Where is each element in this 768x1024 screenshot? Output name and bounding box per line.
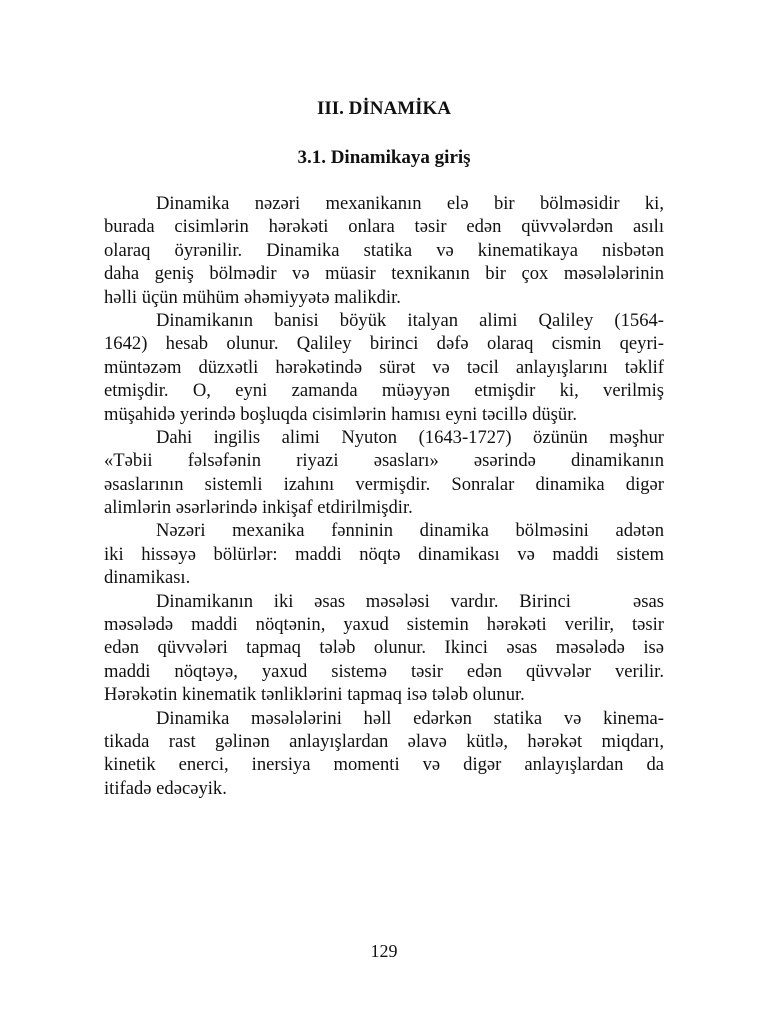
body-text — [104, 192, 664, 800]
text-line: məsələdə maddi nöqtənin, yaxud sistemin hərəkəti verilir, təsir — [104, 614, 664, 636]
text-line: əsaslarının sistemli izahını vermişdir. Sonralar dinamika digər — [104, 473, 664, 495]
text-line: maddi nöqtəyə, yaxud sistemə təsir edən qüvvələr verilir. — [104, 660, 664, 682]
text-line: müşahidə yerində boşluqda cisimlərin hamısı eyni təcillə düşür. — [104, 403, 578, 425]
text-line: itifadə edəcəyik. — [104, 777, 227, 799]
text-line: iki hissəyə bölürlər: maddi nöqtə dinamikası və maddi sistem — [104, 543, 664, 565]
text-line: edən qüvvələri tapmaq tələb olunur. Ikinci əsas məsələdə isə — [104, 637, 664, 659]
text-line: Dinamikanın banisi böyük italyan alimi Qaliley (1564- — [156, 309, 664, 331]
text-line: Dinamikanın iki əsas məsələsi vardır. Birinci əsas — [156, 590, 664, 612]
paragraph-1 — [104, 192, 664, 309]
text-line: Hərəkətin kinematik tənliklərini tapmaq isə tələb olunur. — [104, 684, 525, 706]
text-line: dinamikası. — [104, 567, 191, 589]
text-line: olaraq öyrənilir. Dinamika statika və kinematikaya nisbətən — [104, 239, 664, 261]
text-line: Dinamika nəzəri mexanikanın elə bir bölməsidir ki, — [156, 193, 664, 214]
text-line: Dinamika məsələlərini həll edərkən statika və kinema- — [156, 707, 664, 729]
text-line: etmişdir. O, eyni zamanda müəyyən etmişdir ki, verilmiş — [104, 380, 664, 402]
text-line: 1642) hesab olunur. Qaliley birinci dəfə olaraq cismin qeyri- — [104, 333, 664, 355]
chapter-title: III. DİNAMİKA — [316, 98, 452, 119]
text-line: müntəzəm düzxətli hərəkətində sürət və təcil anlayışlarını təklif — [104, 356, 664, 378]
page-number: 129 — [370, 941, 398, 961]
text-line: daha geniş bölmədir və müasir texnikanın bir çox məsələlərinin — [104, 263, 664, 285]
text-line: burada cisimlərin hərəkəti onlara təsir edən qüvvələrdən asılı — [104, 216, 664, 238]
text-line: Nəzəri mexanika fənninin dinamika bölməsini adətən — [156, 520, 664, 542]
paragraph-2 — [104, 309, 664, 426]
section-title: 3.1. Dinamikaya giriş — [297, 147, 471, 168]
paragraph-5 — [104, 590, 664, 707]
text-line: həlli üçün mühüm əhəmiyyətə malikdir. — [104, 286, 401, 308]
text-line: Dahi ingilis alimi Nyuton (1643-1727) özünün məşhur — [156, 426, 664, 448]
text-line: «Təbii fəlsəfənin riyazi əsasları» əsərində dinamikanın — [104, 450, 664, 472]
text-line: kinetik enerci, inersiya momenti və digər anlayışlardan da — [104, 754, 664, 776]
text-line: alimlərin əsərlərində inkişaf etdirilmişdir. — [104, 497, 413, 519]
paragraph-3 — [104, 426, 664, 520]
text-line: tikada rast gəlinən anlayışlardan əlavə kütlə, hərəkət miqdarı, — [104, 730, 664, 752]
paragraph-4 — [104, 519, 664, 589]
paragraph-6 — [104, 707, 664, 801]
